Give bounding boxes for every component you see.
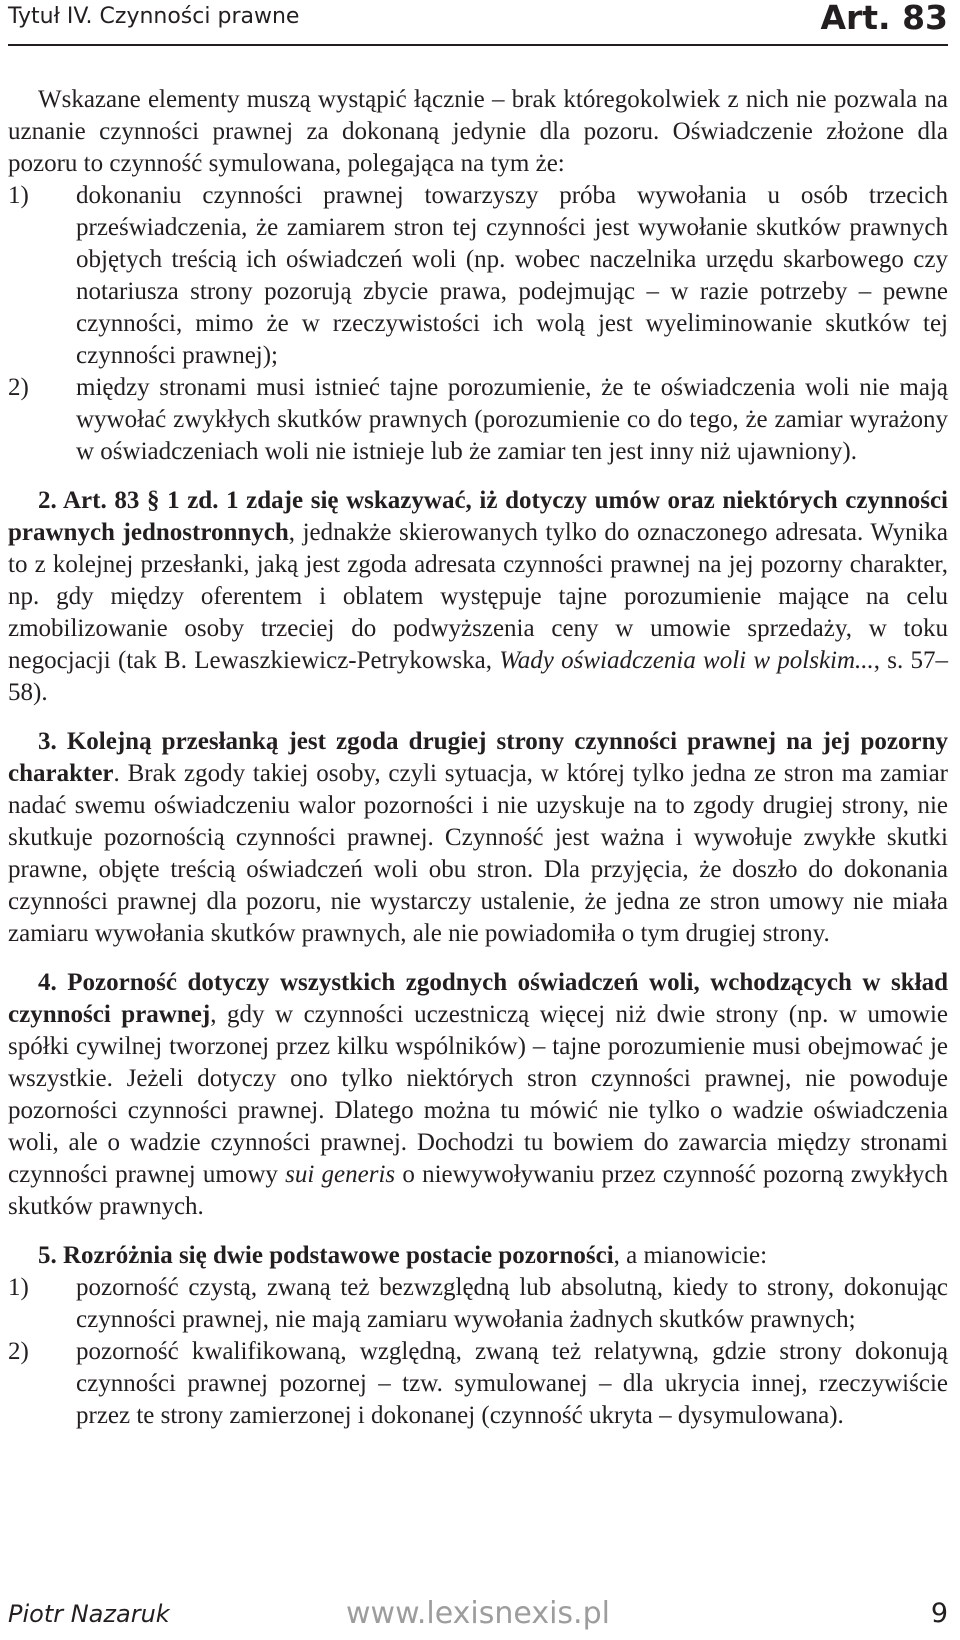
list-item [8, 1272, 948, 1336]
section-5-list [8, 1272, 948, 1432]
section-4-text: , gdy w czynności uczestniczą więcej niż dwie strony (np. w umowie spółki cywilnej tworzonej przez kilku wspólników) – tajne porozumienie musi obejmować je wszystkie. Jeżeli dotyczy ono tylko niektórych stron czynności prawnej, nie powoduje pozorności czynności prawnej. Dlatego można tu mówić nie tylko o wadzie oświadczenia woli, ale o wadzie czynności prawnej. Dochodzi tu bowiem do zawarcia między stronami czynności prawnej umowy [8, 1001, 948, 1188]
main-text [8, 84, 948, 1432]
section-4-heading: 4. Pozorność dotyczy wszystkich zgodnych oświadczeń woli, wchodzących w skład czynności prawnej [8, 969, 948, 1028]
section-2-paragraph [8, 485, 948, 709]
list-item-number: 2) [8, 1338, 29, 1365]
page-footer [8, 1594, 948, 1634]
list-item-text: między stronami musi istnieć tajne porozumienie, że te oświadczenia woli nie mają wywołać zwykłych skutków prawnych (porozumienie co do tego, że zamiar wyrażony w oświadczeniach woli nie istnieje lub że zamiar ten jest inny niż ujawniony). [76, 374, 948, 465]
section-2-citation-title: Wady oświadczenia woli w polskim... [499, 647, 874, 674]
list-item-number: 2) [8, 374, 29, 401]
list-item-number: 1) [8, 1274, 29, 1301]
section-3-paragraph [8, 726, 948, 950]
section-4-paragraph [8, 967, 948, 1223]
list-item [8, 1336, 948, 1432]
intro-section [8, 84, 948, 468]
list-item-text: pozorność kwalifikowaną, względną, zwaną też relatywną, gdzie strony dokonują czynności prawnej pozornej – tzw. symulowanej – dla ukrycia innej, rzeczywiście przez te strony zamierzonej i dokonanej (czynność ukryta – dysymulowana). [76, 1338, 948, 1429]
list-item [8, 180, 948, 372]
section-3-text: . Brak zgody takiej osoby, czyli sytuacja, w której tylko jedna ze stron ma zamiar nadać swemu oświadczeniu walor pozorności i nie uzyskuje na to zgody drugiej strony, nie skutkuje pozornością czynności prawnej. Czynność jest ważna i wywołuje zwykłe skutki prawne, objęte treścią oświadczeń woli obu stron. Dla przyjęcia, że doszło do dokonania czynności prawnej dla pozoru, nie wystarczy ustalenie, że jedna ze stron umowy nie miała zamiaru wywołania skutków prawnych, ale nie powiadomiła o tym drugiej strony. [8, 760, 948, 947]
section-2-citation-pages: , s. 57–58). [8, 647, 948, 706]
section-4-italic-term: sui generis [285, 1161, 396, 1188]
header-title: Tytuł IV. Czynności prawne [8, 4, 300, 29]
intro-list [8, 180, 948, 468]
section-5 [8, 1240, 948, 1432]
list-item-number: 1) [8, 182, 29, 209]
intro-paragraph: Wskazane elementy muszą wystąpić łącznie – brak któregokolwiek z nich nie pozwala na uznanie czynności prawnej za dokonaną jedynie dla pozoru. Oświadczenie złożone dla pozoru to czynność symulowana, polegająca na tym że: [8, 86, 948, 177]
footer-author: Piotr Nazaruk [8, 1600, 170, 1628]
page-number: 9 [930, 1598, 948, 1629]
list-item-text: dokonaniu czynności prawnej towarzyszy próba wywołania u osób trzecich przeświadczenia, że zamiarem stron tej czynności jest wywołanie skutków prawnych objętych treścią ich oświadczeń woli (np. wobec naczelnika urzędu skarbowego czy notariusza strony pozorują zbycie prawa, podejmując – w razie potrzeby – pewne czynności, mimo że w rzeczywistości ich wolą jest wyeliminowanie skutków tej czynności prawnej); [76, 182, 948, 369]
section-2-text: , jednakże skierowanych tylko do oznaczonego adresata. Wynika to z kolejnej przesłanki, jaką jest zgoda adresata czynności prawnej na jej pozorny charakter, np. gdy między oferentem i oblatem występuje tajne porozumienie mające na celu zmobilizowanie osoby trzeciej do podwyższenia ceny w umowie sprzedaży, w toku negocjacji (tak B. Lewaszkiewicz-Petrykowska, [8, 519, 948, 674]
list-item-text: pozorność czystą, zwaną też bezwzględną lub absolutną, kiedy to strony, dokonując czynności prawnej, nie mają zamiaru wywołania żadnych skutków prawnych; [76, 1274, 948, 1333]
list-item [8, 372, 948, 468]
header-article: Art. 83 [820, 0, 948, 37]
section-4-text-end: o niewywoływaniu przez czynność pozorną zwykłych skutków prawnych. [8, 1161, 948, 1220]
running-header [8, 0, 948, 46]
section-5-text: , a mianowicie: [613, 1242, 768, 1269]
footer-website: www.lexisnexis.pl [346, 1596, 610, 1631]
section-2-heading: 2. Art. 83 § 1 zd. 1 zdaje się wskazywać, iż dotyczy umów oraz niektórych czynności prawnych jednostronnych [8, 487, 948, 546]
section-5-paragraph [8, 1240, 948, 1272]
section-3-heading: 3. Kolejną przesłanką jest zgoda drugiej strony czynności prawnej na jej pozorny charakter [8, 728, 948, 787]
section-5-heading: 5. Rozróżnia się dwie podstawowe postacie pozorności [38, 1242, 614, 1269]
